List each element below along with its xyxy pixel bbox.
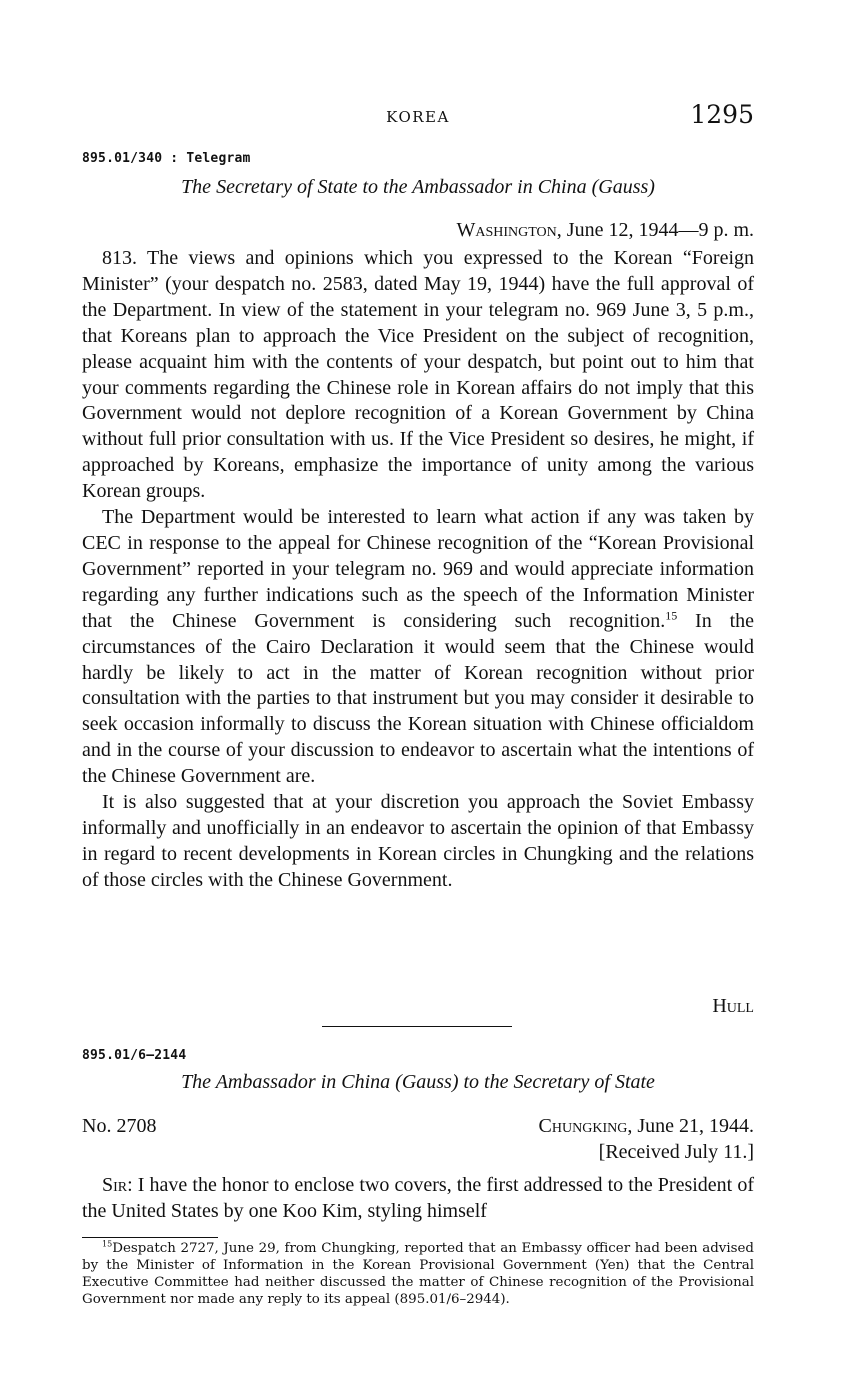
- dateline-2-place: Chungking: [538, 1115, 628, 1137]
- paragraph: [82, 505, 754, 790]
- running-head: [82, 100, 754, 136]
- page-number: 1295: [690, 100, 754, 129]
- footnote-reference: 15: [665, 608, 678, 623]
- running-title: KOREA: [386, 108, 450, 126]
- footnote: [82, 1240, 754, 1308]
- dateline-2: [539, 1115, 754, 1138]
- file-reference-1: 895.01/340 : Telegram: [82, 151, 251, 166]
- document-heading-1: [82, 176, 754, 199]
- document-1-body: [82, 246, 754, 894]
- heading-1-name: Gauss: [598, 176, 649, 198]
- received-date: [Received July 11.]: [598, 1141, 754, 1163]
- dateline-1-place: Washington: [456, 219, 557, 241]
- section-separator: [322, 1026, 512, 1027]
- paragraph-text: In the circumstances of the Cairo Declaration it would seem that the Chinese would hardly be likely to act in the matter of Korean recognition without prior consultation with the parties to that instrument but you may consider it desirable to seek occasion informally to discuss the Korean situation with Chinese officialdom and in the course of your discussion to endeavor to ascertain what the intentions of the Chinese Government are.: [82, 609, 755, 788]
- dateline-1: [456, 219, 754, 242]
- footnote-text: Despatch 2727, June 29, from Chungking, reported that an Embassy officer had been advised by the Minister of Information in the Korean Provisional Government (Yen) that the Central Executive Committee had neither discussed the matter of Chinese recognition of the Provisional Government nor made any reply to its appeal (895.01/6–2944).: [82, 1241, 754, 1307]
- paragraph-text: : I have the honor to enclose two covers, the first addressed to the President of the United States by one Koo Kim, styling himself: [82, 1174, 754, 1222]
- file-reference-2: 895.01/6–2144: [82, 1048, 187, 1063]
- paragraph-text: The Department would be interested to learn what action if any was taken by CEC in response to the appeal for Chinese recognition of the “Korean Provisional Government” reported in your telegram no. 969 and would appreciate information regarding any further indications such as the speech of the Information Minister that the Chinese Government is considering such recognition.: [82, 506, 754, 632]
- despatch-number: No. 2708: [82, 1115, 157, 1137]
- document-heading-2: [82, 1071, 754, 1094]
- dateline-1-date: , June 12, 1944—9 p. m.: [556, 219, 754, 241]
- heading-2-name: Gauss: [401, 1071, 452, 1093]
- footnote-number: 15: [102, 1239, 113, 1249]
- heading-2-suffix: ) to the Secretary of State: [451, 1071, 655, 1093]
- document-2-body: [82, 1173, 754, 1225]
- dateline-2-date: , June 21, 1944.: [627, 1115, 754, 1137]
- salutation: Sir: [102, 1174, 128, 1196]
- signature: Hull: [712, 995, 754, 1017]
- heading-1-prefix: The Secretary of State to the Ambassador in China (: [181, 176, 599, 198]
- heading-2-prefix: The Ambassador in China (: [181, 1071, 402, 1093]
- paragraph: 813. The views and opinions which you expressed to the Korean “Foreign Minister” (your despatch no. 2583, dated May 19, 1944) have the full approval of the Department. In view of the statement in your telegram no. 969 June 3, 5 p.m., that Koreans plan to approach the Vice President on the subject of recognition, please acquaint him with the contents of your despatch, but point out to him that your comments regarding the Chinese role in Korean affairs do not imply that this Government would not deplore recognition of a Korean Government by China without full prior consultation with us. If the Vice President so desires, he might, if approached by Koreans, emphasize the importance of unity among the various Korean groups.: [82, 247, 754, 503]
- heading-1-suffix: ): [648, 176, 655, 198]
- paragraph: It is also suggested that at your discretion you approach the Soviet Embassy informally and unofficially in an endeavor to ascertain the opinion of that Embassy in regard to recent developments in Korean circles in Chungking and the relations of those circles with the Chinese Government.: [82, 791, 754, 891]
- footnote-rule: [82, 1237, 218, 1238]
- paragraph: [82, 1173, 754, 1225]
